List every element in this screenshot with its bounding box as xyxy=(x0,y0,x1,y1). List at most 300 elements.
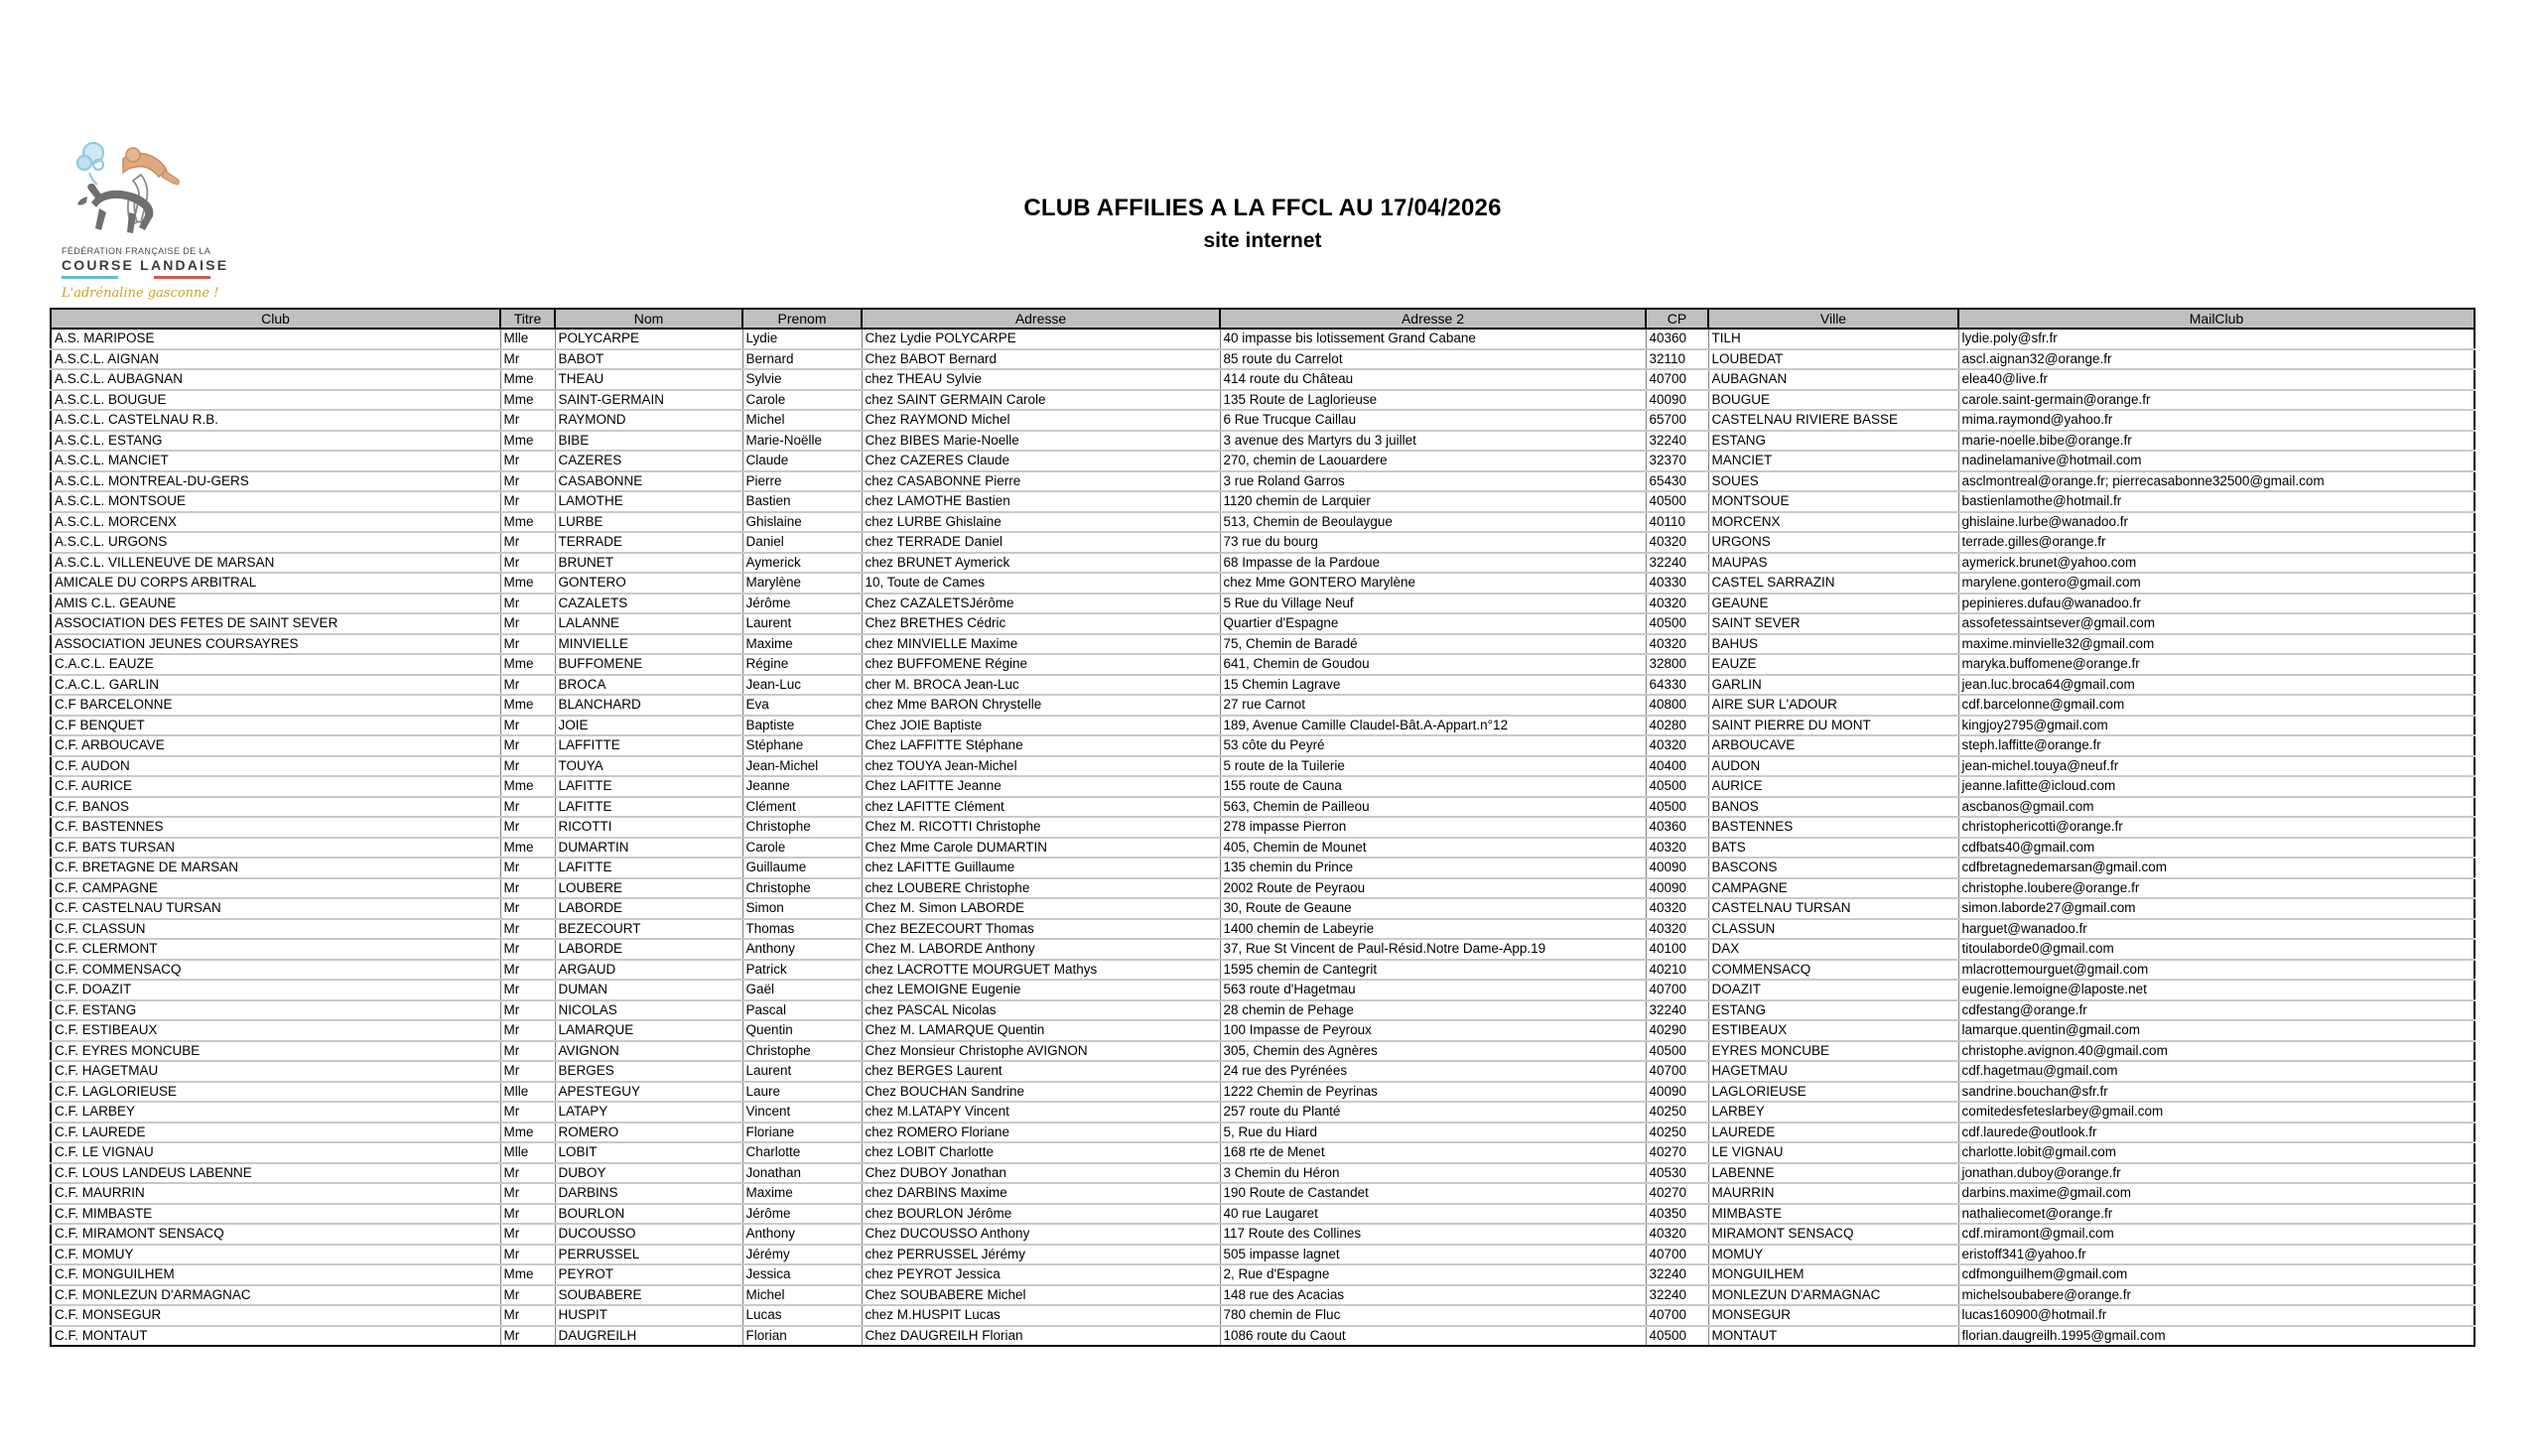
cell-adresse: Chez BOUCHAN Sandrine xyxy=(862,1082,1220,1103)
cell-adresse: chez PASCAL Nicolas xyxy=(862,1000,1220,1021)
cell-nom: APESTEGUY xyxy=(555,1082,742,1103)
cell-adresse: Chez M. RICOTTI Christophe xyxy=(862,817,1220,838)
cell-nom: DUMAN xyxy=(555,980,742,1000)
cell-mailclub: titoulaborde0@gmail.com xyxy=(1958,939,2474,960)
table-row xyxy=(51,471,2474,492)
cell-cp: 40320 xyxy=(1646,634,1708,655)
cell-club: C.F. ESTANG xyxy=(51,1000,500,1021)
cell-adresse: chez M.HUSPIT Lucas xyxy=(862,1305,1220,1326)
cell-adresse2: 3 rue Roland Garros xyxy=(1220,471,1646,492)
cell-ville: MORCENX xyxy=(1708,512,1958,533)
cell-adresse: chez TERRADE Daniel xyxy=(862,532,1220,553)
cell-titre: Mr xyxy=(500,735,555,756)
cell-club: A.S.C.L. MORCENX xyxy=(51,512,500,533)
cell-club: C.F. BATS TURSAN xyxy=(51,838,500,859)
cell-ville: MONTAUT xyxy=(1708,1326,1958,1347)
cell-nom: TERRADE xyxy=(555,532,742,553)
cell-nom: LABORDE xyxy=(555,939,742,960)
cell-cp: 40500 xyxy=(1646,1326,1708,1347)
table-row xyxy=(51,695,2474,716)
cell-ville: AURICE xyxy=(1708,776,1958,797)
cell-adresse: Chez CAZERES Claude xyxy=(862,451,1220,471)
cell-nom: BLANCHARD xyxy=(555,695,742,716)
cell-ville: BANOS xyxy=(1708,797,1958,818)
cell-titre: Mme xyxy=(500,838,555,859)
cell-adresse: Chez SOUBABERE Michel xyxy=(862,1285,1220,1306)
cell-ville: BASCONS xyxy=(1708,858,1958,878)
table-row xyxy=(51,980,2474,1000)
clubs-table xyxy=(50,308,2475,1347)
cell-mailclub: mlacrottemourguet@gmail.com xyxy=(1958,960,2474,981)
cell-mailclub: jean-michel.touya@neuf.fr xyxy=(1958,756,2474,777)
cell-club: C.F BENQUET xyxy=(51,716,500,736)
title-block xyxy=(0,195,2525,253)
cell-nom: SOUBABERE xyxy=(555,1285,742,1306)
cell-prenom: Eva xyxy=(742,695,862,716)
cell-nom: CAZERES xyxy=(555,451,742,471)
cell-mailclub: jonathan.duboy@orange.fr xyxy=(1958,1163,2474,1184)
cell-titre: Mr xyxy=(500,716,555,736)
cell-nom: JOIE xyxy=(555,716,742,736)
cell-adresse2: 15 Chemin Lagrave xyxy=(1220,675,1646,696)
cell-adresse2: 40 rue Laugaret xyxy=(1220,1204,1646,1225)
cell-mailclub: asclmontreal@orange.fr; pierrecasabonne32500@gmail.com xyxy=(1958,471,2474,492)
cell-titre: Mr xyxy=(500,451,555,471)
cell-club: C.F. HAGETMAU xyxy=(51,1061,500,1082)
cell-nom: CASABONNE xyxy=(555,471,742,492)
cell-titre: Mr xyxy=(500,1000,555,1021)
cell-prenom: Jean-Michel xyxy=(742,756,862,777)
column-header-mailclub: MailClub xyxy=(1958,309,2474,329)
cell-nom: PERRUSSEL xyxy=(555,1245,742,1265)
cell-cp: 32240 xyxy=(1646,1285,1708,1306)
cell-adresse: chez LAMOTHE Bastien xyxy=(862,491,1220,512)
cell-titre: Mr xyxy=(500,675,555,696)
table-row xyxy=(51,1204,2474,1225)
cell-nom: BABOT xyxy=(555,349,742,370)
cell-mailclub: ghislaine.lurbe@wanadoo.fr xyxy=(1958,512,2474,533)
cell-club: C.F. EYRES MONCUBE xyxy=(51,1041,500,1062)
cell-prenom: Florian xyxy=(742,1326,862,1347)
cell-adresse: chez SAINT GERMAIN Carole xyxy=(862,390,1220,411)
cell-nom: DAUGREILH xyxy=(555,1326,742,1347)
cell-mailclub: ascbanos@gmail.com xyxy=(1958,797,2474,818)
cell-titre: Mme xyxy=(500,369,555,390)
cell-adresse2: 305, Chemin des Agnères xyxy=(1220,1041,1646,1062)
cell-adresse2: 28 chemin de Pehage xyxy=(1220,1000,1646,1021)
cell-adresse2: 3 avenue des Martyrs du 3 juillet xyxy=(1220,431,1646,452)
cell-mailclub: christophe.loubere@orange.fr xyxy=(1958,878,2474,899)
cell-club: C.F. LOUS LANDEUS LABENNE xyxy=(51,1163,500,1184)
cell-club: C.F BARCELONNE xyxy=(51,695,500,716)
cell-adresse2: 1595 chemin de Cantegrit xyxy=(1220,960,1646,981)
cell-prenom: Gaël xyxy=(742,980,862,1000)
cell-cp: 40320 xyxy=(1646,594,1708,614)
cell-ville: DAX xyxy=(1708,939,1958,960)
cell-adresse: Chez M. LAMARQUE Quentin xyxy=(862,1020,1220,1041)
cell-mailclub: elea40@live.fr xyxy=(1958,369,2474,390)
cell-adresse2: 780 chemin de Fluc xyxy=(1220,1305,1646,1326)
cell-adresse2: 190 Route de Castandet xyxy=(1220,1183,1646,1204)
cell-adresse2: Quartier d'Espagne xyxy=(1220,613,1646,634)
cell-titre: Mme xyxy=(500,512,555,533)
cell-prenom: Lucas xyxy=(742,1305,862,1326)
cell-prenom: Bastien xyxy=(742,491,862,512)
cell-club: AMICALE DU CORPS ARBITRAL xyxy=(51,573,500,594)
cell-adresse2: 27 rue Carnot xyxy=(1220,695,1646,716)
cell-club: C.F. MONGUILHEM xyxy=(51,1264,500,1285)
cell-nom: LAMARQUE xyxy=(555,1020,742,1041)
cell-mailclub: eugenie.lemoigne@laposte.net xyxy=(1958,980,2474,1000)
cell-titre: Mme xyxy=(500,1264,555,1285)
cell-mailclub: assofetessaintsever@gmail.com xyxy=(1958,613,2474,634)
cell-ville: ARBOUCAVE xyxy=(1708,735,1958,756)
cell-titre: Mme xyxy=(500,390,555,411)
cell-adresse: chez DARBINS Maxime xyxy=(862,1183,1220,1204)
cell-adresse: Chez LAFFITTE Stéphane xyxy=(862,735,1220,756)
cell-prenom: Jérôme xyxy=(742,1204,862,1225)
cell-titre: Mme xyxy=(500,431,555,452)
cell-cp: 32110 xyxy=(1646,349,1708,370)
cell-ville: LAUREDE xyxy=(1708,1123,1958,1143)
cell-adresse: chez THEAU Sylvie xyxy=(862,369,1220,390)
cell-prenom: Jérémy xyxy=(742,1245,862,1265)
cell-nom: LAFITTE xyxy=(555,776,742,797)
cell-cp: 32240 xyxy=(1646,1000,1708,1021)
cell-nom: DUBOY xyxy=(555,1163,742,1184)
cell-adresse: chez BERGES Laurent xyxy=(862,1061,1220,1082)
logo-underline-blue xyxy=(62,276,118,279)
cell-cp: 65430 xyxy=(1646,471,1708,492)
table-row xyxy=(51,553,2474,574)
cell-adresse: Chez CAZALETSJérôme xyxy=(862,594,1220,614)
cell-club: C.F. BASTENNES xyxy=(51,817,500,838)
cell-cp: 40330 xyxy=(1646,573,1708,594)
table-row xyxy=(51,1285,2474,1306)
cell-adresse: Chez M. LABORDE Anthony xyxy=(862,939,1220,960)
cell-ville: BATS xyxy=(1708,838,1958,859)
cell-ville: URGONS xyxy=(1708,532,1958,553)
cell-adresse: Chez BABOT Bernard xyxy=(862,349,1220,370)
cell-mailclub: sandrine.bouchan@sfr.fr xyxy=(1958,1082,2474,1103)
cell-ville: COMMENSACQ xyxy=(1708,960,1958,981)
cell-nom: CAZALETS xyxy=(555,594,742,614)
cell-titre: Mme xyxy=(500,1123,555,1143)
cell-club: C.F. LARBEY xyxy=(51,1102,500,1123)
cell-ville: ESTANG xyxy=(1708,1000,1958,1021)
cell-mailclub: lydie.poly@sfr.fr xyxy=(1958,329,2474,349)
cell-adresse2: 155 route de Cauna xyxy=(1220,776,1646,797)
column-header-cp: CP xyxy=(1646,309,1708,329)
cell-adresse2: 1086 route du Caout xyxy=(1220,1326,1646,1347)
cell-titre: Mr xyxy=(500,471,555,492)
cell-titre: Mr xyxy=(500,939,555,960)
cell-mailclub: terrade.gilles@orange.fr xyxy=(1958,532,2474,553)
cell-ville: MAURRIN xyxy=(1708,1183,1958,1204)
table-row xyxy=(51,735,2474,756)
table-row xyxy=(51,1020,2474,1041)
cell-club: A.S.C.L. MANCIET xyxy=(51,451,500,471)
cell-ville: MONLEZUN D'ARMAGNAC xyxy=(1708,1285,1958,1306)
cell-mailclub: eristoff341@yahoo.fr xyxy=(1958,1245,2474,1265)
cell-mailclub: bastienlamothe@hotmail.fr xyxy=(1958,491,2474,512)
cell-club: A.S.C.L. VILLENEUVE DE MARSAN xyxy=(51,553,500,574)
cell-titre: Mr xyxy=(500,1041,555,1062)
logo-federation-text: FÉDÉRATION FRANÇAISE DE LA xyxy=(62,246,211,256)
table-row xyxy=(51,939,2474,960)
cell-ville: MAUPAS xyxy=(1708,553,1958,574)
cell-adresse: chez MINVIELLE Maxime xyxy=(862,634,1220,655)
cell-cp: 32800 xyxy=(1646,654,1708,675)
cell-adresse: chez BOURLON Jérôme xyxy=(862,1204,1220,1225)
column-header-prenom: Prenom xyxy=(742,309,862,329)
cell-ville: CASTELNAU TURSAN xyxy=(1708,898,1958,919)
cell-cp: 40090 xyxy=(1646,390,1708,411)
cell-mailclub: cdf.barcelonne@gmail.com xyxy=(1958,695,2474,716)
cell-ville: LOUBEDAT xyxy=(1708,349,1958,370)
cell-nom: LALANNE xyxy=(555,613,742,634)
cell-cp: 40250 xyxy=(1646,1123,1708,1143)
cell-nom: AVIGNON xyxy=(555,1041,742,1062)
cell-ville: AUDON xyxy=(1708,756,1958,777)
table-row xyxy=(51,634,2474,655)
cell-adresse2: 5, Rue du Hiard xyxy=(1220,1123,1646,1143)
cell-prenom: Christophe xyxy=(742,817,862,838)
cell-mailclub: marylene.gontero@gmail.com xyxy=(1958,573,2474,594)
cell-adresse: Chez BRETHES Cédric xyxy=(862,613,1220,634)
cell-adresse2: 3 Chemin du Héron xyxy=(1220,1163,1646,1184)
cell-club: A.S.C.L. AIGNAN xyxy=(51,349,500,370)
cell-prenom: Jeanne xyxy=(742,776,862,797)
cell-adresse: Chez LAFITTE Jeanne xyxy=(862,776,1220,797)
cell-adresse2: 405, Chemin de Mounet xyxy=(1220,838,1646,859)
cell-nom: LAFFITTE xyxy=(555,735,742,756)
cell-nom: BUFFOMENE xyxy=(555,654,742,675)
cell-prenom: Michel xyxy=(742,410,862,431)
cell-titre: Mr xyxy=(500,491,555,512)
cell-nom: LOBIT xyxy=(555,1142,742,1163)
cell-ville: SAINT SEVER xyxy=(1708,613,1958,634)
cell-adresse2: 24 rue des Pyrénées xyxy=(1220,1061,1646,1082)
cell-adresse: Chez DUCOUSSO Anthony xyxy=(862,1224,1220,1245)
cell-cp: 40700 xyxy=(1646,1245,1708,1265)
cell-adresse2: 53 côte du Peyré xyxy=(1220,735,1646,756)
cell-club: C.F. AURICE xyxy=(51,776,500,797)
cell-cp: 40320 xyxy=(1646,919,1708,940)
cell-club: C.F. ARBOUCAVE xyxy=(51,735,500,756)
cell-cp: 40250 xyxy=(1646,1102,1708,1123)
cell-titre: Mr xyxy=(500,1204,555,1225)
cell-titre: Mr xyxy=(500,532,555,553)
cell-nom: LAFITTE xyxy=(555,797,742,818)
cell-club: A.S.C.L. URGONS xyxy=(51,532,500,553)
table-row xyxy=(51,573,2474,594)
cell-mailclub: darbins.maxime@gmail.com xyxy=(1958,1183,2474,1204)
cell-adresse2: 117 Route des Collines xyxy=(1220,1224,1646,1245)
cell-club: A.S. MARIPOSE xyxy=(51,329,500,349)
cell-adresse: Chez RAYMOND Michel xyxy=(862,410,1220,431)
table-row xyxy=(51,1305,2474,1326)
table-row xyxy=(51,1061,2474,1082)
cell-cp: 32240 xyxy=(1646,431,1708,452)
cell-club: C.F. CLERMONT xyxy=(51,939,500,960)
cell-titre: Mme xyxy=(500,776,555,797)
cell-prenom: Claude xyxy=(742,451,862,471)
cell-mailclub: harguet@wanadoo.fr xyxy=(1958,919,2474,940)
cell-adresse: chez BUFFOMENE Régine xyxy=(862,654,1220,675)
cell-cp: 40500 xyxy=(1646,613,1708,634)
cell-mailclub: marie-noelle.bibe@orange.fr xyxy=(1958,431,2474,452)
table-row xyxy=(51,349,2474,370)
cell-ville: CASTEL SARRAZIN xyxy=(1708,573,1958,594)
cell-nom: ROMERO xyxy=(555,1123,742,1143)
table-row xyxy=(51,491,2474,512)
cell-adresse: Chez DUBOY Jonathan xyxy=(862,1163,1220,1184)
cell-mailclub: maryka.buffomene@orange.fr xyxy=(1958,654,2474,675)
cell-nom: DUMARTIN xyxy=(555,838,742,859)
cell-adresse: chez ROMERO Floriane xyxy=(862,1123,1220,1143)
cell-cp: 64330 xyxy=(1646,675,1708,696)
cell-adresse2: 148 rue des Acacias xyxy=(1220,1285,1646,1306)
cell-mailclub: cdf.laurede@outlook.fr xyxy=(1958,1123,2474,1143)
table-row xyxy=(51,1183,2474,1204)
cell-club: A.S.C.L. MONTSOUE xyxy=(51,491,500,512)
cell-adresse2: 5 route de la Tuilerie xyxy=(1220,756,1646,777)
cell-prenom: Guillaume xyxy=(742,858,862,878)
cell-cp: 40500 xyxy=(1646,797,1708,818)
cell-nom: ARGAUD xyxy=(555,960,742,981)
cell-adresse2: 1222 Chemin de Peyrinas xyxy=(1220,1082,1646,1103)
cell-nom: LAMOTHE xyxy=(555,491,742,512)
cell-adresse2: 513, Chemin de Beoulaygue xyxy=(1220,512,1646,533)
cell-cp: 32240 xyxy=(1646,553,1708,574)
cell-adresse: chez LOUBERE Christophe xyxy=(862,878,1220,899)
cell-ville: AUBAGNAN xyxy=(1708,369,1958,390)
cell-adresse: Chez Mme Carole DUMARTIN xyxy=(862,838,1220,859)
cell-cp: 65700 xyxy=(1646,410,1708,431)
table-row xyxy=(51,878,2474,899)
table-row xyxy=(51,1163,2474,1184)
cell-nom: DARBINS xyxy=(555,1183,742,1204)
cell-cp: 40320 xyxy=(1646,898,1708,919)
cell-cp: 40210 xyxy=(1646,960,1708,981)
cell-cp: 40290 xyxy=(1646,1020,1708,1041)
cell-ville: GEAUNE xyxy=(1708,594,1958,614)
cell-adresse2: 135 chemin du Prince xyxy=(1220,858,1646,878)
cell-adresse2: chez Mme GONTERO Marylène xyxy=(1220,573,1646,594)
cell-adresse: chez M.LATAPY Vincent xyxy=(862,1102,1220,1123)
cell-cp: 40360 xyxy=(1646,817,1708,838)
cell-titre: Mr xyxy=(500,858,555,878)
cell-ville: BAHUS xyxy=(1708,634,1958,655)
cell-adresse: chez LACROTTE MOURGUET Mathys xyxy=(862,960,1220,981)
cell-titre: Mr xyxy=(500,960,555,981)
table-row xyxy=(51,451,2474,471)
column-header-adresse2: Adresse 2 xyxy=(1220,309,1646,329)
table-row xyxy=(51,960,2474,981)
cell-adresse: chez CASABONNE Pierre xyxy=(862,471,1220,492)
cell-club: A.S.C.L. MONTREAL-DU-GERS xyxy=(51,471,500,492)
cell-cp: 40090 xyxy=(1646,858,1708,878)
table-row xyxy=(51,594,2474,614)
cell-nom: THEAU xyxy=(555,369,742,390)
cell-prenom: Jean-Luc xyxy=(742,675,862,696)
cell-nom: TOUYA xyxy=(555,756,742,777)
cell-cp: 40700 xyxy=(1646,1061,1708,1082)
cell-nom: SAINT-GERMAIN xyxy=(555,390,742,411)
cell-adresse2: 168 rte de Menet xyxy=(1220,1142,1646,1163)
cell-club: A.S.C.L. AUBAGNAN xyxy=(51,369,500,390)
logo-underline-red xyxy=(154,276,210,279)
cell-adresse: Chez Monsieur Christophe AVIGNON xyxy=(862,1041,1220,1062)
column-header-titre: Titre xyxy=(500,309,555,329)
cell-adresse2: 73 rue du bourg xyxy=(1220,532,1646,553)
table-row xyxy=(51,1000,2474,1021)
cell-ville: EAUZE xyxy=(1708,654,1958,675)
cell-adresse: Chez BEZECOURT Thomas xyxy=(862,919,1220,940)
cell-titre: Mr xyxy=(500,349,555,370)
cell-nom: BRUNET xyxy=(555,553,742,574)
cell-titre: Mr xyxy=(500,594,555,614)
cell-club: C.F. ESTIBEAUX xyxy=(51,1020,500,1041)
cell-prenom: Régine xyxy=(742,654,862,675)
cell-adresse2: 1120 chemin de Larquier xyxy=(1220,491,1646,512)
cell-prenom: Michel xyxy=(742,1285,862,1306)
cell-cp: 40110 xyxy=(1646,512,1708,533)
cell-nom: LURBE xyxy=(555,512,742,533)
cell-adresse2: 40 impasse bis lotissement Grand Cabane xyxy=(1220,329,1646,349)
cell-adresse: chez TOUYA Jean-Michel xyxy=(862,756,1220,777)
table-row xyxy=(51,919,2474,940)
cell-cp: 40320 xyxy=(1646,532,1708,553)
cell-mailclub: pepinieres.dufau@wanadoo.fr xyxy=(1958,594,2474,614)
cell-cp: 40320 xyxy=(1646,1224,1708,1245)
cell-prenom: Floriane xyxy=(742,1123,862,1143)
logo-tagline: L'adrénaline gasconne ! xyxy=(62,286,219,301)
cell-mailclub: cdf.miramont@gmail.com xyxy=(1958,1224,2474,1245)
cell-prenom: Vincent xyxy=(742,1102,862,1123)
cell-mailclub: mima.raymond@yahoo.fr xyxy=(1958,410,2474,431)
cell-club: C.F. MONSEGUR xyxy=(51,1305,500,1326)
cell-titre: Mme xyxy=(500,695,555,716)
table-header-row xyxy=(51,309,2474,329)
cell-ville: CASTELNAU RIVIERE BASSE xyxy=(1708,410,1958,431)
table-row xyxy=(51,654,2474,675)
cell-nom: MINVIELLE xyxy=(555,634,742,655)
table-row xyxy=(51,1041,2474,1062)
cell-nom: LAFITTE xyxy=(555,858,742,878)
cell-prenom: Carole xyxy=(742,838,862,859)
cell-prenom: Baptiste xyxy=(742,716,862,736)
cell-adresse2: 2, Rue d'Espagne xyxy=(1220,1264,1646,1285)
cell-mailclub: maxime.minvielle32@gmail.com xyxy=(1958,634,2474,655)
table-row xyxy=(51,1245,2474,1265)
cell-cp: 40090 xyxy=(1646,878,1708,899)
cell-adresse2: 1400 chemin de Labeyrie xyxy=(1220,919,1646,940)
cell-adresse: Chez M. Simon LABORDE xyxy=(862,898,1220,919)
cell-club: ASSOCIATION DES FETES DE SAINT SEVER xyxy=(51,613,500,634)
cell-prenom: Maxime xyxy=(742,634,862,655)
cell-nom: BIBE xyxy=(555,431,742,452)
cell-ville: SAINT PIERRE DU MONT xyxy=(1708,716,1958,736)
cell-adresse2: 37, Rue St Vincent de Paul-Résid.Notre Dame-App.19 xyxy=(1220,939,1646,960)
cell-nom: BROCA xyxy=(555,675,742,696)
cell-ville: DOAZIT xyxy=(1708,980,1958,1000)
cell-cp: 40500 xyxy=(1646,776,1708,797)
cell-titre: Mr xyxy=(500,613,555,634)
cell-adresse: Chez DAUGREILH Florian xyxy=(862,1326,1220,1347)
cell-cp: 40320 xyxy=(1646,838,1708,859)
